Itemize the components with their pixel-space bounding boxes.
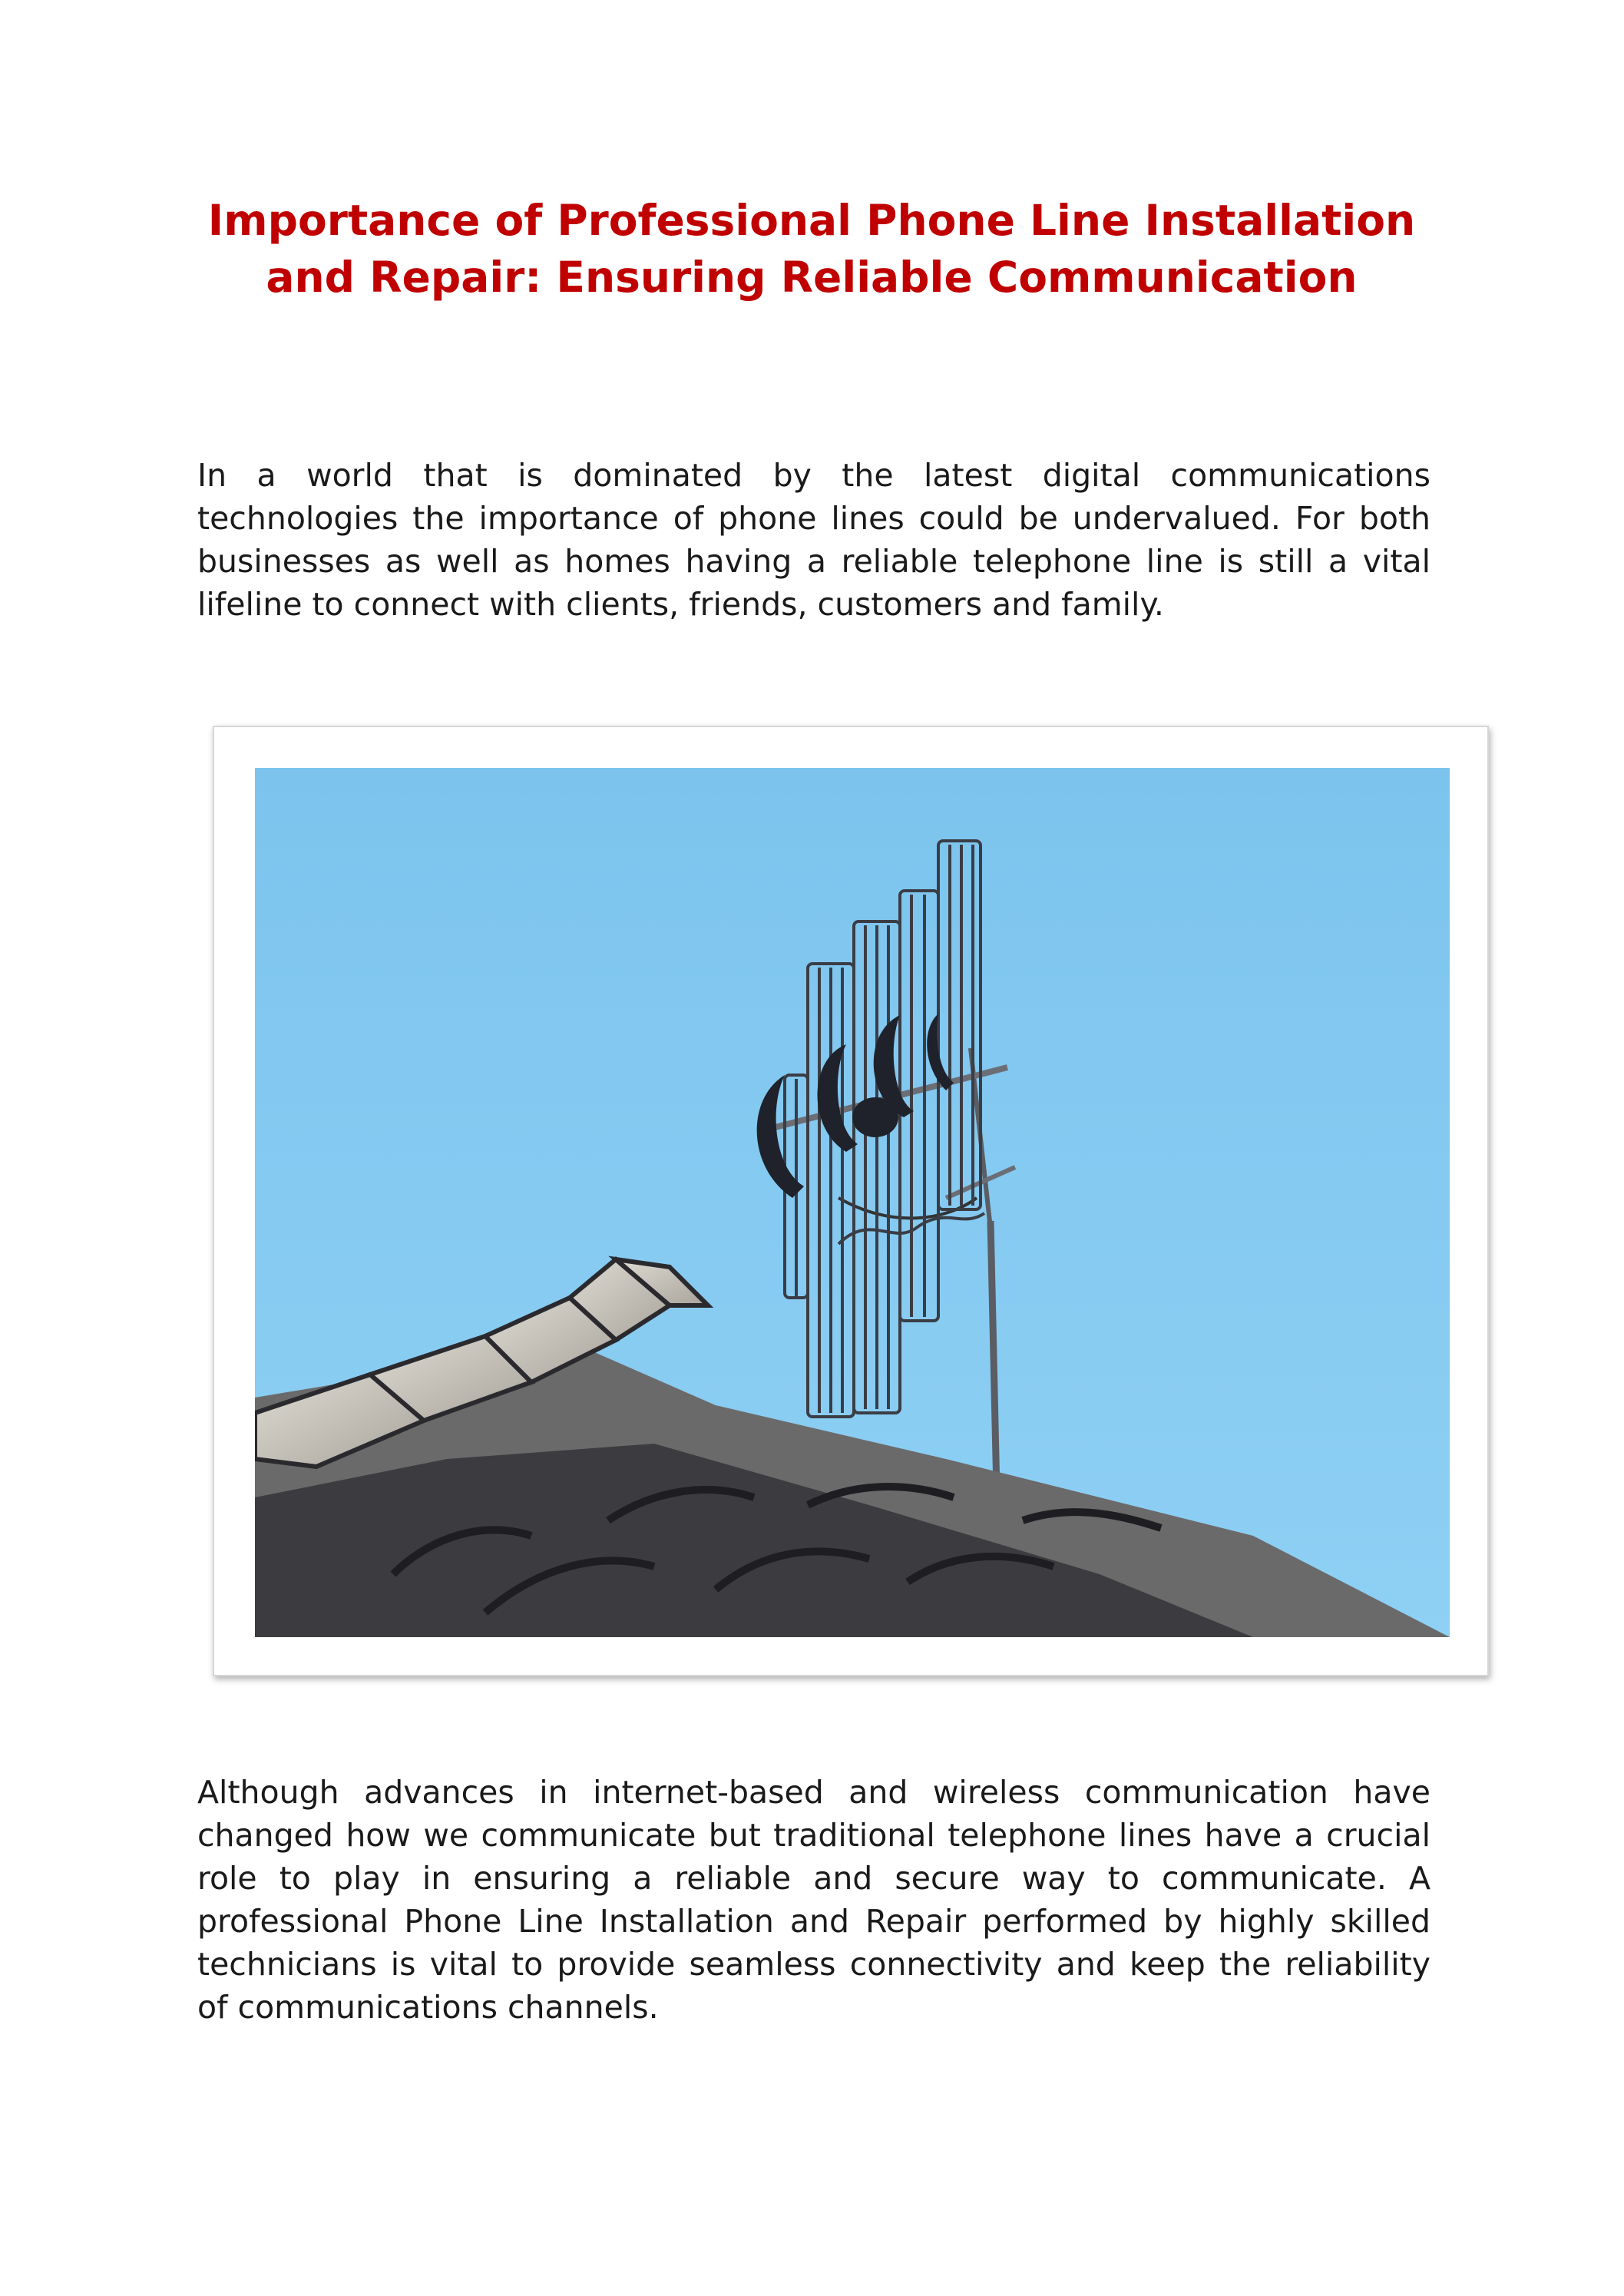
intro-paragraph: In a world that is dominated by the latest digital communications technologies the importance of phone lines could be undervalued. For both businesses as well as homes having a reliable telephone line is still a vital lifeline to connect with clients, friends, customers and family. [197,457,1431,623]
photo-frame [213,726,1489,1676]
page-title: Importance of Professional Phone Line Installation and Repair: Ensuring Reliable Communication [207,196,1416,302]
body-paragraph: Although advances in internet-based and wireless communication have changed how we communicate but traditional telephone lines have a crucial role to play in ensuring a reliable and secure way to communicate. A professional Phone Line Installation and Repair performed by highly skilled technicians is vital to provide seamless connectivity and keep the reliability of communications channels. [197,1774,1431,2026]
antenna-roof-photo [255,768,1450,1637]
